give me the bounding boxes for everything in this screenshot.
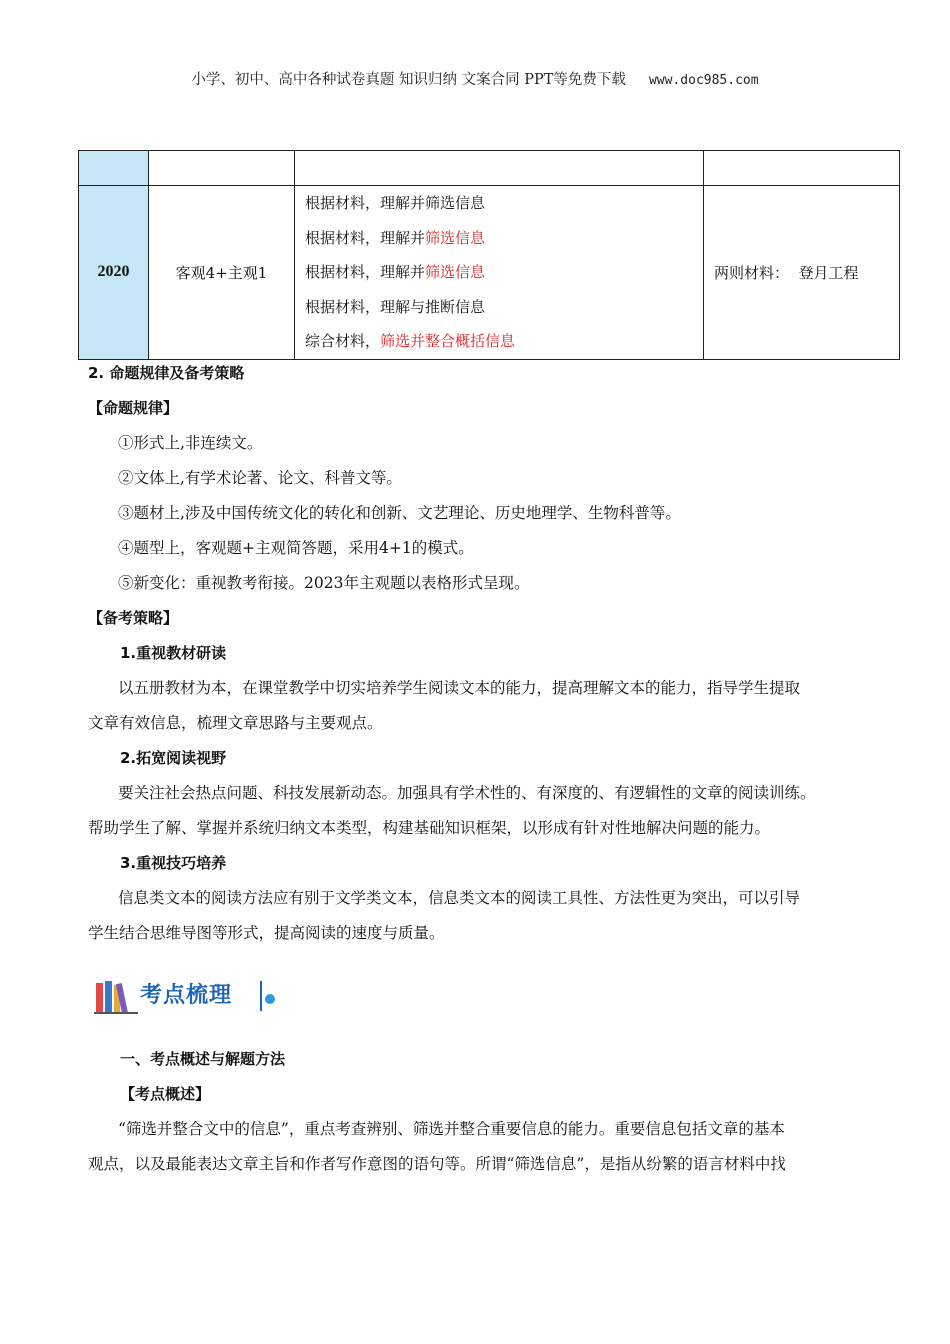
item-3: 根据材料，理解并筛选信息 bbox=[305, 263, 486, 282]
item-1: 根据材料，理解并筛选信息 bbox=[305, 194, 486, 212]
strategy-1-title: 1.重视教材研读 bbox=[120, 644, 227, 662]
year-cell-empty bbox=[79, 151, 149, 186]
strategy-2-line: 要关注社会热点问题、科技发展新动态。加强具有学术性的、有深度的、有逻辑性的文章的阅读训练。 bbox=[118, 784, 816, 802]
strategy-1-line: 以五册教材为本，在课堂教学中切实培养学生阅读文本的能力，提高理解文本的能力，指导学生提取 bbox=[118, 679, 801, 697]
banner-title: 考点梳理 bbox=[140, 983, 233, 1008]
exam-table bbox=[78, 150, 900, 360]
section-title: 一、考点概述与解题方法 bbox=[120, 1050, 286, 1068]
strategy-3-line: 信息类文本的阅读方法应有别于文学类文本，信息类文本的阅读工具性、方法性更为突出，可以引导 bbox=[118, 889, 801, 907]
strategy-3-line: 学生结合思维导图等形式，提高阅读的速度与质量。 bbox=[88, 924, 445, 942]
strategy-heading: 【备考策略】 bbox=[88, 609, 179, 627]
rule-3: ③题材上,涉及中国传统文化的转化和创新、文艺理论、历史地理学、生物科普等。 bbox=[118, 504, 681, 522]
rules-heading: 【命题规律】 bbox=[88, 399, 179, 417]
item-2: 根据材料，理解并筛选信息 bbox=[305, 228, 486, 247]
banner-bar bbox=[260, 981, 262, 1011]
material-cell-empty bbox=[704, 151, 900, 186]
table-row bbox=[79, 186, 900, 360]
overview-heading: 【考点概述】 bbox=[120, 1085, 211, 1103]
items-cell bbox=[295, 186, 704, 360]
rule-1: ①形式上,非连续文。 bbox=[118, 434, 263, 452]
strategy-2-title: 2.拓宽阅读视野 bbox=[120, 749, 227, 767]
overview-line: “筛选并整合文中的信息”，重点考查辨别、筛选并整合重要信息的能力。重要信息包括文章的基本 bbox=[118, 1120, 785, 1138]
items-cell-empty bbox=[295, 151, 704, 186]
header-text: 小学、初中、高中各种试卷真题 知识归纳 文案合同 PPT等免费下载 bbox=[191, 72, 626, 88]
section-2 bbox=[88, 356, 868, 951]
section-title: 2. 命题规律及备考策略 bbox=[88, 364, 245, 382]
type-cell-empty bbox=[149, 151, 295, 186]
rule-2: ②文体上,有学术论著、论文、科普文等。 bbox=[118, 469, 402, 487]
banner-dot-icon bbox=[265, 994, 275, 1004]
year-cell: 2020 bbox=[79, 186, 149, 360]
books-icon bbox=[94, 979, 140, 1015]
item-5: 综合材料，筛选并整合概括信息 bbox=[305, 332, 516, 351]
overview-line: 观点，以及最能表达文章主旨和作者写作意图的语句等。所谓“筛选信息”，是指从纷繁的语言材料中找 bbox=[88, 1155, 786, 1173]
page-header bbox=[0, 68, 950, 89]
rule-4: ④题型上，客观题+主观简答题，采用4+1的模式。 bbox=[118, 539, 474, 557]
strategy-3-title: 3.重视技巧培养 bbox=[120, 854, 227, 872]
strategy-2-line: 帮助学生了解、掌握并系统归纳文本类型，构建基础知识框架，以形成有针对性地解决问题的能力。 bbox=[88, 819, 771, 837]
section-3 bbox=[88, 1042, 868, 1182]
section-banner bbox=[94, 976, 284, 1022]
type-cell: 客观4+主观1 bbox=[149, 186, 295, 360]
strategy-1-line: 文章有效信息，梳理文章思路与主要观点。 bbox=[88, 714, 383, 732]
material-cell: 两则材料： 登月工程 bbox=[704, 186, 900, 360]
rule-5: ⑤新变化：重视教考衔接。2023年主观题以表格形式呈现。 bbox=[118, 574, 530, 592]
item-4: 根据材料，理解与推断信息 bbox=[305, 297, 486, 316]
header-url[interactable]: www.doc985.com bbox=[648, 73, 759, 88]
table-row bbox=[79, 151, 900, 186]
